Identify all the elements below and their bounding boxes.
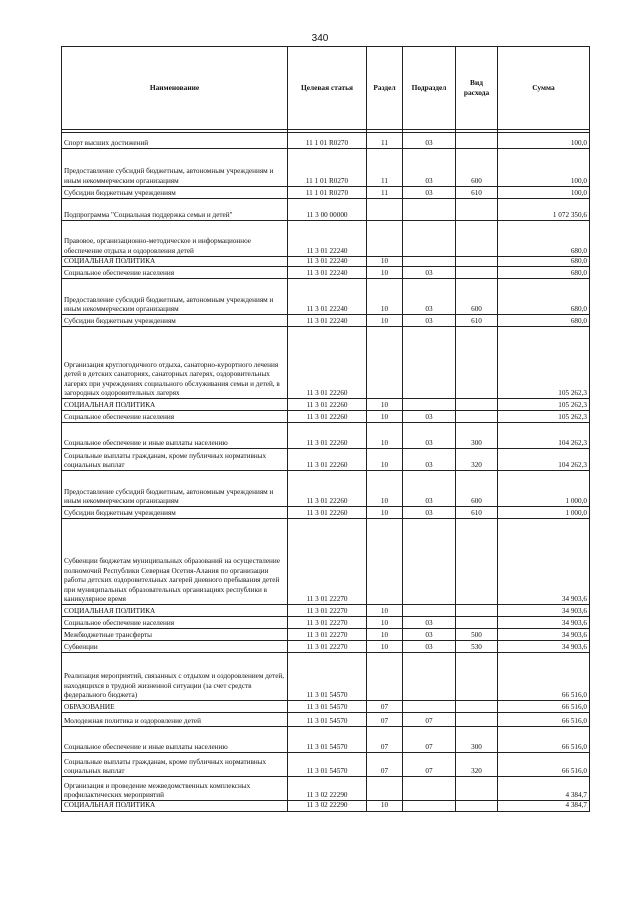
cell-section: 10 [367, 315, 403, 327]
cell-target-article: 11 3 01 54570 [288, 753, 367, 777]
cell-expense-type [456, 653, 498, 701]
cell-amount: 66 516,0 [498, 727, 590, 753]
cell-amount: 34 903,6 [498, 605, 590, 617]
cell-name: Социальное обеспечение населения [62, 617, 288, 629]
table-row [62, 701, 590, 713]
cell-amount: 1 000,0 [498, 507, 590, 519]
cell-name: ОБРАЗОВАНИЕ [62, 701, 288, 713]
cell-expense-type: 300 [456, 727, 498, 753]
cell-name: Субсидии бюджетным учреждениям [62, 315, 288, 327]
cell-amount: 100,0 [498, 149, 590, 187]
cell-target-article: 11 3 01 54570 [288, 727, 367, 753]
cell-amount: 680,0 [498, 279, 590, 315]
table-row [62, 777, 590, 801]
cell-subsection: 07 [403, 727, 456, 753]
cell-target-article: 11 1 01 R0270 [288, 187, 367, 199]
cell-expense-type: 610 [456, 315, 498, 327]
cell-target-article: 11 3 02 22290 [288, 801, 367, 811]
header-section: Раздел [367, 47, 403, 130]
cell-section: 10 [367, 257, 403, 267]
cell-amount: 104 262,3 [498, 423, 590, 449]
cell-name: Субсидии бюджетным учреждениям [62, 507, 288, 519]
header-amount: Сумма [498, 47, 590, 130]
cell-section: 10 [367, 471, 403, 507]
cell-section: 07 [367, 753, 403, 777]
cell-target-article: 11 3 01 22260 [288, 507, 367, 519]
cell-amount: 66 516,0 [498, 713, 590, 727]
cell-section: 10 [367, 423, 403, 449]
cell-expense-type [456, 411, 498, 423]
cell-subsection: 03 [403, 149, 456, 187]
cell-name: Субсидии бюджетным учреждениям [62, 187, 288, 199]
cell-amount: 104 262,3 [498, 449, 590, 471]
header-target: Целевая статья [288, 47, 367, 130]
cell-amount: 34 903,6 [498, 617, 590, 629]
cell-section: 11 [367, 187, 403, 199]
cell-expense-type [456, 133, 498, 149]
cell-subsection [403, 801, 456, 811]
cell-amount: 105 262,3 [498, 327, 590, 399]
cell-expense-type: 320 [456, 449, 498, 471]
cell-section: 07 [367, 713, 403, 727]
table-row [62, 267, 590, 279]
cell-name: Социальное обеспечение населения [62, 411, 288, 423]
cell-section [367, 519, 403, 605]
cell-subsection: 03 [403, 641, 456, 653]
cell-subsection: 03 [403, 267, 456, 279]
cell-expense-type: 300 [456, 423, 498, 449]
budget-table [61, 46, 590, 812]
cell-section [367, 199, 403, 221]
table-row [62, 399, 590, 411]
cell-name: Реализация мероприятий, связанных с отдыхом и оздоровлением детей, находящихся в трудной жизненной ситуации (за счет средств федерального бюджета) [62, 653, 288, 701]
cell-name: Социальное обеспечение населения [62, 267, 288, 279]
cell-expense-type [456, 713, 498, 727]
cell-amount: 66 516,0 [498, 653, 590, 701]
cell-target-article: 11 3 01 22260 [288, 423, 367, 449]
cell-expense-type: 530 [456, 641, 498, 653]
cell-amount: 4 384,7 [498, 801, 590, 811]
table-row [62, 507, 590, 519]
cell-name: Предоставление субсидий бюджетным, автономным учреждениям и иным некоммерческим организациям [62, 279, 288, 315]
cell-target-article: 11 3 01 22260 [288, 471, 367, 507]
cell-subsection: 03 [403, 507, 456, 519]
cell-expense-type [456, 617, 498, 629]
cell-subsection [403, 221, 456, 257]
cell-section: 10 [367, 605, 403, 617]
cell-name: Социальное обеспечение и иные выплаты населению [62, 727, 288, 753]
cell-name: Организация круглогодичного отдыха, санаторно-курортного лечения детей в детских санаториях, санаторных лагерях, оздоровительных лагерях при учреждениях социального обслуживания семьи и детей, в загородных оздоровительных лагерях [62, 327, 288, 399]
table-row [62, 653, 590, 701]
cell-subsection [403, 257, 456, 267]
page-number: 340 [311, 33, 329, 44]
table-row [62, 411, 590, 423]
cell-name: Молодежная политика и оздоровление детей [62, 713, 288, 727]
table-row [62, 605, 590, 617]
cell-amount: 100,0 [498, 133, 590, 149]
cell-expense-type [456, 327, 498, 399]
cell-section: 10 [367, 267, 403, 279]
table-row [62, 519, 590, 605]
cell-name: Субвенции бюджетам муниципальных образований на осуществление полномочий Республики Северная Осетия-Алания по организации работы детских оздоровительных лагерей дневного пребывания детей при муниципальных образовательных организациях республики в каникулярное время [62, 519, 288, 605]
cell-amount: 680,0 [498, 221, 590, 257]
cell-subsection: 03 [403, 629, 456, 641]
header-expense: Вид расхода [456, 47, 498, 130]
cell-subsection: 03 [403, 411, 456, 423]
cell-amount: 66 516,0 [498, 753, 590, 777]
cell-expense-type [456, 267, 498, 279]
cell-expense-type [456, 399, 498, 411]
cell-target-article: 11 3 01 22260 [288, 449, 367, 471]
cell-expense-type [456, 801, 498, 811]
cell-expense-type: 610 [456, 507, 498, 519]
cell-name: СОЦИАЛЬНАЯ ПОЛИТИКА [62, 257, 288, 267]
cell-target-article: 11 3 01 22270 [288, 605, 367, 617]
cell-target-article: 11 3 01 22240 [288, 315, 367, 327]
cell-expense-type [456, 519, 498, 605]
cell-section: 10 [367, 399, 403, 411]
cell-name: Правовое, организационно-методическое и информационное обеспечение отдыха и оздоровления детей [62, 221, 288, 257]
cell-section: 07 [367, 701, 403, 713]
cell-name: СОЦИАЛЬНАЯ ПОЛИТИКА [62, 399, 288, 411]
cell-expense-type [456, 777, 498, 801]
cell-expense-type [456, 199, 498, 221]
cell-target-article: 11 3 01 22260 [288, 411, 367, 423]
cell-subsection [403, 605, 456, 617]
table-row [62, 727, 590, 753]
cell-expense-type [456, 221, 498, 257]
cell-name: Социальные выплаты гражданам, кроме публичных нормативных социальных выплат [62, 753, 288, 777]
cell-expense-type [456, 257, 498, 267]
table-row [62, 753, 590, 777]
table-row [62, 471, 590, 507]
table-row [62, 713, 590, 727]
cell-target-article: 11 3 01 22240 [288, 221, 367, 257]
cell-section: 10 [367, 507, 403, 519]
table-header [62, 47, 590, 133]
cell-amount: 34 903,6 [498, 629, 590, 641]
cell-target-article: 11 1 01 R0270 [288, 133, 367, 149]
header-name: Наименование [62, 47, 288, 130]
cell-expense-type [456, 701, 498, 713]
cell-name: СОЦИАЛЬНАЯ ПОЛИТИКА [62, 605, 288, 617]
cell-subsection: 03 [403, 133, 456, 149]
table-row [62, 327, 590, 399]
cell-target-article: 11 1 01 R0270 [288, 149, 367, 187]
cell-amount: 34 903,6 [498, 519, 590, 605]
table-row [62, 315, 590, 327]
cell-subsection: 03 [403, 315, 456, 327]
cell-subsection [403, 327, 456, 399]
cell-section [367, 221, 403, 257]
cell-subsection [403, 399, 456, 411]
table-row [62, 423, 590, 449]
cell-subsection: 07 [403, 713, 456, 727]
cell-subsection [403, 199, 456, 221]
cell-section: 11 [367, 133, 403, 149]
cell-amount: 34 903,6 [498, 641, 590, 653]
cell-section: 10 [367, 629, 403, 641]
header-subsection: Подраздел [403, 47, 456, 130]
cell-expense-type: 600 [456, 279, 498, 315]
cell-section: 10 [367, 279, 403, 315]
cell-amount: 1 000,0 [498, 471, 590, 507]
cell-target-article: 11 3 01 22260 [288, 399, 367, 411]
cell-target-article: 11 3 01 22240 [288, 267, 367, 279]
cell-target-article: 11 3 00 00000 [288, 199, 367, 221]
cell-expense-type [456, 605, 498, 617]
cell-section [367, 777, 403, 801]
cell-amount: 680,0 [498, 267, 590, 279]
cell-name: Социальные выплаты гражданам, кроме публичных нормативных социальных выплат [62, 449, 288, 471]
table-row [62, 187, 590, 199]
cell-section: 10 [367, 449, 403, 471]
cell-name: Подпрограмма "Социальная поддержка семьи и детей" [62, 199, 288, 221]
cell-target-article: 11 3 02 22290 [288, 777, 367, 801]
cell-amount: 680,0 [498, 315, 590, 327]
table-row [62, 199, 590, 221]
cell-amount: 105 262,3 [498, 399, 590, 411]
cell-subsection: 03 [403, 471, 456, 507]
cell-amount: 680,0 [498, 257, 590, 267]
cell-target-article: 11 3 01 22260 [288, 327, 367, 399]
cell-target-article: 11 3 01 22270 [288, 617, 367, 629]
cell-expense-type: 600 [456, 149, 498, 187]
cell-target-article: 11 3 01 54570 [288, 653, 367, 701]
table-row [62, 149, 590, 187]
cell-name: Социальное обеспечение и иные выплаты населению [62, 423, 288, 449]
table-row [62, 133, 590, 149]
cell-section [367, 653, 403, 701]
cell-amount: 105 262,3 [498, 411, 590, 423]
cell-target-article: 11 3 01 54570 [288, 701, 367, 713]
cell-target-article: 11 3 01 22270 [288, 641, 367, 653]
cell-target-article: 11 3 01 22270 [288, 629, 367, 641]
table-row [62, 641, 590, 653]
cell-subsection: 03 [403, 449, 456, 471]
cell-amount: 100,0 [498, 187, 590, 199]
table-row [62, 279, 590, 315]
cell-expense-type: 320 [456, 753, 498, 777]
table-row [62, 617, 590, 629]
cell-section: 10 [367, 411, 403, 423]
cell-subsection [403, 777, 456, 801]
cell-name: Предоставление субсидий бюджетным, автономным учреждениям и иным некоммерческим организациям [62, 471, 288, 507]
cell-target-article: 11 3 01 22240 [288, 279, 367, 315]
cell-section: 11 [367, 149, 403, 187]
table-row [62, 629, 590, 641]
table-row [62, 449, 590, 471]
cell-section: 10 [367, 641, 403, 653]
cell-section: 10 [367, 801, 403, 811]
cell-section: 10 [367, 617, 403, 629]
cell-name: Субвенции [62, 641, 288, 653]
cell-subsection [403, 701, 456, 713]
table-row [62, 257, 590, 267]
cell-name: Спорт высших достижений [62, 133, 288, 149]
table-body [62, 133, 590, 812]
cell-amount: 66 516,0 [498, 701, 590, 713]
table-row [62, 801, 590, 811]
cell-subsection [403, 519, 456, 605]
cell-subsection: 03 [403, 617, 456, 629]
cell-subsection: 03 [403, 187, 456, 199]
cell-subsection: 07 [403, 753, 456, 777]
cell-name: Предоставление субсидий бюджетным, автономным учреждениям и иным некоммерческим организациям [62, 149, 288, 187]
cell-name: Межбюджетные трансферты [62, 629, 288, 641]
cell-subsection: 03 [403, 279, 456, 315]
cell-expense-type: 600 [456, 471, 498, 507]
cell-subsection: 03 [403, 423, 456, 449]
cell-amount: 4 384,7 [498, 777, 590, 801]
cell-section [367, 327, 403, 399]
cell-section: 07 [367, 727, 403, 753]
cell-target-article: 11 3 01 22270 [288, 519, 367, 605]
cell-expense-type: 610 [456, 187, 498, 199]
cell-target-article: 11 3 01 22240 [288, 257, 367, 267]
cell-subsection [403, 653, 456, 701]
table-row [62, 221, 590, 257]
cell-target-article: 11 3 01 54570 [288, 713, 367, 727]
cell-amount: 1 072 350,6 [498, 199, 590, 221]
cell-name: СОЦИАЛЬНАЯ ПОЛИТИКА [62, 801, 288, 811]
cell-name: Организация и проведение межведомственных комплексных профилактических мероприятий [62, 777, 288, 801]
cell-expense-type: 500 [456, 629, 498, 641]
